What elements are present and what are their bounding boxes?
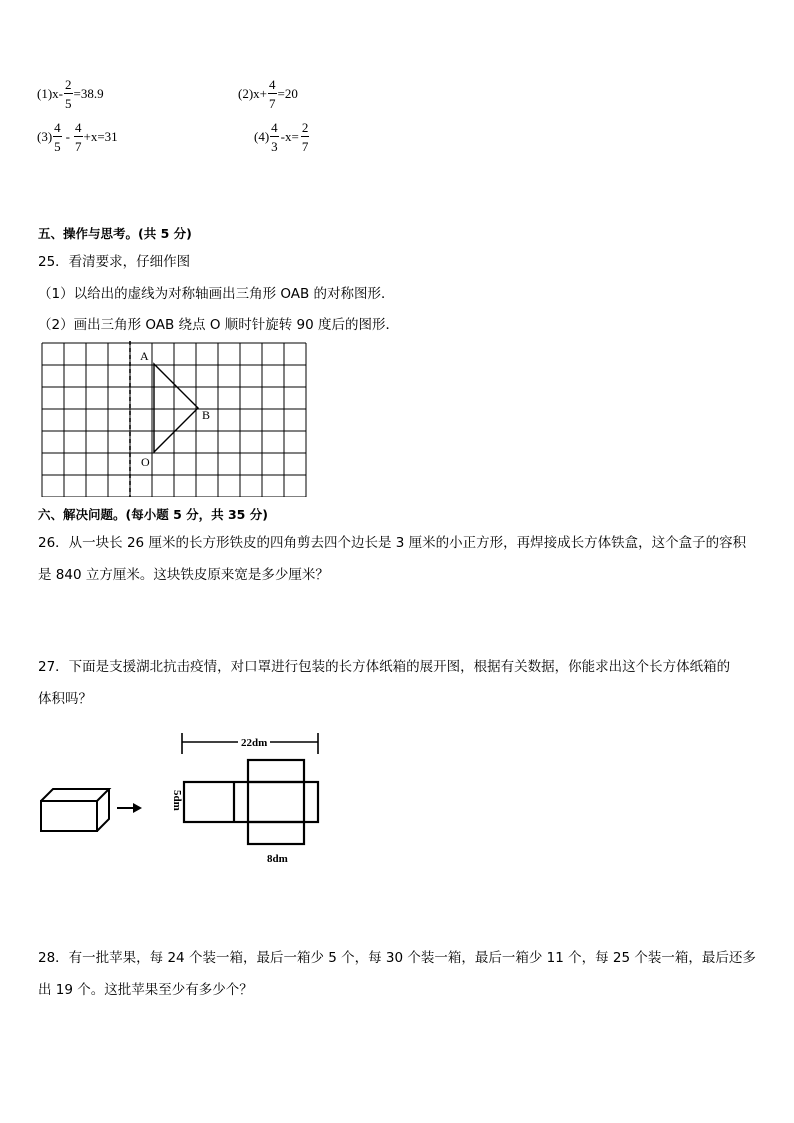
equation-3-fraction-1: [53, 121, 62, 153]
fraction-denominator: 7: [269, 96, 276, 111]
equation-4: [254, 121, 310, 153]
equation-2-suffix: =20: [277, 86, 298, 101]
dimension-label-8dm: 8dm: [267, 853, 288, 865]
section-6-heading: 六、解决问题。(每小题 5 分，共 35 分): [38, 507, 268, 522]
point-b-label: B: [202, 408, 211, 422]
fraction-numerator: 2: [65, 77, 72, 92]
unfolded-net: [184, 760, 318, 844]
equation-2: [238, 78, 298, 110]
question-26-line-2: 是 840 立方厘米。这块铁皮原来宽是多少厘米？: [38, 567, 329, 583]
equation-4-fraction-1: [270, 121, 279, 153]
arrow-icon: [117, 803, 142, 813]
equation-4-middle: -x=: [280, 129, 299, 144]
equation-1-prefix: (1)x-: [37, 86, 63, 101]
equation-3: [37, 121, 118, 153]
fraction-numerator: 4: [75, 120, 82, 135]
question-27-line-1: 27．下面是支援湖北抗击疫情，对口罩进行包装的长方体纸箱的展开图，根据有关数据，你能求出这个长方体纸箱的: [38, 659, 731, 675]
cuboid-drawing: [41, 789, 109, 831]
point-a-label: A: [140, 349, 149, 363]
equation-4-prefix: (4): [254, 129, 270, 144]
box-net-figure: [36, 728, 336, 868]
fraction-denominator: 5: [65, 96, 72, 111]
equation-1-suffix: =38.9: [73, 86, 104, 101]
question-25-item-2: （2）画出三角形 OAB 绕点 O 顺时针旋转 90 度后的图形．: [38, 317, 400, 333]
question-28-line-1: 28．有一批苹果，每 24 个装一箱，最后一箱少 5 个，每 30 个装一箱，最后一箱少 11 个，每 25 个装一箱，最后还多: [38, 950, 756, 966]
equation-3-fraction-2: [74, 121, 83, 153]
dimension-label-22dm: 22dm: [241, 737, 268, 749]
equation-3-middle: -: [65, 129, 71, 144]
section-5-heading: 五、操作与思考。(共 5 分): [38, 226, 192, 241]
fraction-denominator: 5: [54, 139, 61, 154]
equation-2-prefix: (2)x+: [238, 86, 267, 101]
fraction-denominator: 7: [301, 139, 309, 154]
triangle-oab: [154, 364, 198, 452]
equation-3-prefix: (3): [37, 129, 53, 144]
equation-1: [37, 78, 104, 110]
grid-lines: [42, 343, 306, 497]
question-26-line-1: 26．从一块长 26 厘米的长方形铁皮的四角剪去四个边长是 3 厘米的小正方形，再焊接成长方体铁盒，这个盒子的容积: [38, 535, 747, 551]
fraction-numerator: 4: [271, 120, 278, 135]
equation-1-fraction: [64, 78, 73, 110]
dimension-label-5dm: 5dm: [171, 790, 183, 811]
point-o-label: O: [141, 455, 150, 469]
fraction-numerator: 4: [54, 120, 61, 135]
question-28-line-2: 出 19 个。这批苹果至少有多少个？: [38, 982, 253, 998]
equation-3-suffix: +x=31: [83, 129, 118, 144]
fraction-denominator: 7: [75, 139, 82, 154]
equation-4-fraction-2: [301, 121, 310, 153]
question-25-item-1: （1）以给出的虚线为对称轴画出三角形 OAB 的对称图形．: [38, 286, 395, 302]
fraction-denominator: 3: [271, 139, 278, 154]
triangle-grid-figure: [38, 341, 314, 497]
fraction-numerator: 4: [269, 77, 276, 92]
question-27-line-2: 体积吗？: [38, 691, 92, 707]
question-25-title: 25．看清要求，仔细作图: [38, 254, 191, 270]
equation-2-fraction: [268, 78, 277, 110]
fraction-numerator: 2: [301, 120, 309, 135]
